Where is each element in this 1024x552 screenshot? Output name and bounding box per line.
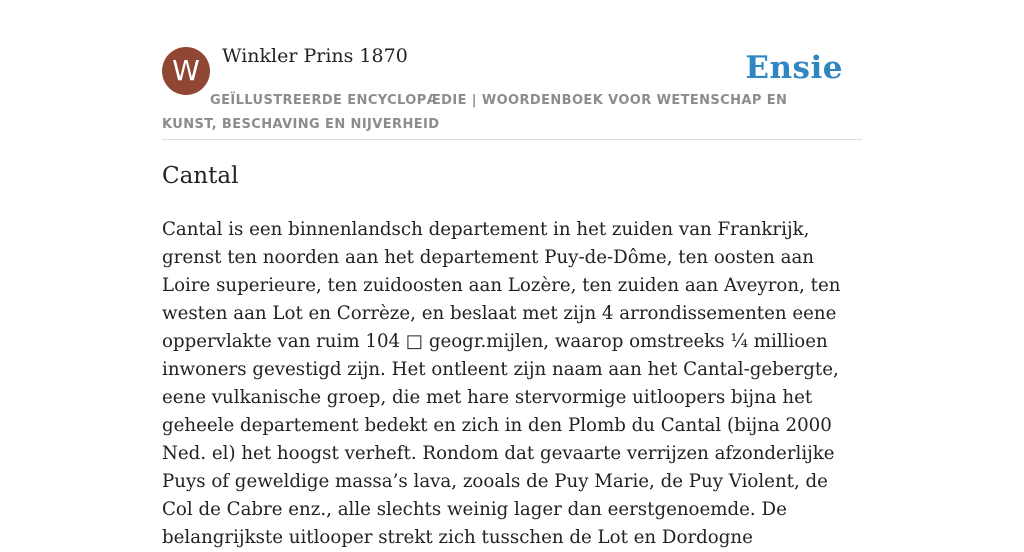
- entry-text: Cantal is een binnenlandsch departement in het zuiden van Frankrijk, grenst ten noorden aan het departement Puy-de-Dôme, ten oosten aan Loire superieure, ten zuidoosten aan Lozère, ten zuiden aan Aveyron, ten westen aan Lot en Corrèze, en beslaat met zijn 4 arrondissementen eene oppervlakte van ruim 104 □ geogr.mijlen, waarop omstreeks ¼ millioen inwoners gevestigd zijn. Het ontleent zijn naam aan het Cantal-gebergte, eene vulkanische groep, die met hare stervormige uitloopers bijna het geheele departement bedekt en zich in den Plomb du Cantal (bijna 2000 Ned. el) het hoogst verheft. Rondom dat gevaarte verrijzen afzonderlijke Puys of geweldige massa’s lava, zooals de Puy Marie, de Puy Violent, de Col de Cabre enz., alle slechts weinig lager dan eerstgenoemde. De belangrijkste uitlooper strekt zich tusschen de Lot en Dordogne: [162, 219, 841, 548]
- avatar[interactable]: W: [162, 47, 210, 95]
- divider: [162, 139, 862, 140]
- brand-logo[interactable]: Ensie: [745, 50, 843, 86]
- source-title[interactable]: Winkler Prins 1870: [222, 45, 408, 67]
- entry-title: Cantal: [162, 163, 239, 189]
- source-subtitle: GEÏLLUSTREERDE ENCYCLOPÆDIE | WOORDENBOEK VOOR WETENSCHAP EN KUNST, BESCHAVING EN NIJVERHEID: [162, 93, 788, 132]
